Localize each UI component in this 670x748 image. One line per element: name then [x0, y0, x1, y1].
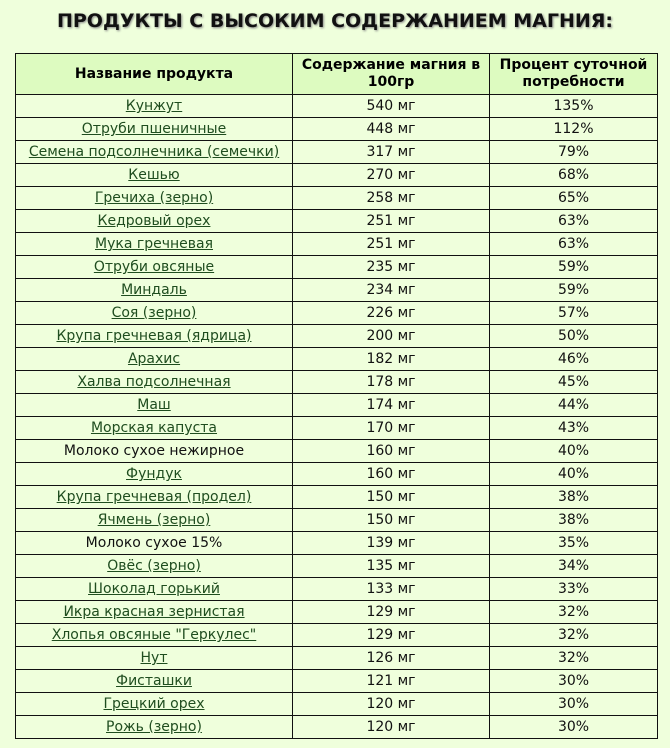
- product-link[interactable]: Семена подсолнечника (семечки): [28, 144, 280, 160]
- table-row: [16, 302, 658, 325]
- product-name-cell: [16, 141, 293, 164]
- table-row: [16, 555, 658, 578]
- product-link[interactable]: Кедровый орех: [97, 213, 211, 229]
- magnesium-cell: 121 мг: [293, 670, 490, 693]
- product-name-cell: [16, 348, 293, 371]
- product-name-cell: [16, 233, 293, 256]
- daily-percent-cell: 40%: [490, 463, 658, 486]
- product-link[interactable]: Фисташки: [116, 673, 192, 689]
- magnesium-cell: 139 мг: [293, 532, 490, 555]
- daily-percent-cell: 30%: [490, 716, 658, 739]
- magnesium-cell: 120 мг: [293, 716, 490, 739]
- daily-percent-cell: 32%: [490, 624, 658, 647]
- product-name-cell: [16, 279, 293, 302]
- daily-percent-cell: 59%: [490, 279, 658, 302]
- product-link[interactable]: Миндаль: [121, 282, 187, 298]
- product-link[interactable]: Кешью: [128, 167, 180, 183]
- table-row: [16, 647, 658, 670]
- page-title: ПРОДУКТЫ С ВЫСОКИМ СОДЕРЖАНИЕМ МАГНИЯ:: [56, 10, 614, 32]
- magnesium-cell: 448 мг: [293, 118, 490, 141]
- product-link[interactable]: Маш: [137, 397, 171, 413]
- table-row: [16, 716, 658, 739]
- product-name-cell: [16, 302, 293, 325]
- magnesium-cell: 540 мг: [293, 95, 490, 118]
- product-name-cell: [16, 601, 293, 624]
- table-row: [16, 601, 658, 624]
- product-link[interactable]: Крупа гречневая (ядрица): [56, 328, 252, 344]
- magnesium-cell: 133 мг: [293, 578, 490, 601]
- magnesium-cell: 200 мг: [293, 325, 490, 348]
- product-name-cell: [16, 693, 293, 716]
- header-magnesium-content: Содержание магния в 100гр: [293, 54, 490, 95]
- table-row: [16, 509, 658, 532]
- table-row: [16, 624, 658, 647]
- product-link[interactable]: Арахис: [127, 351, 181, 367]
- product-name-cell: [16, 440, 293, 463]
- product-name-cell: [16, 532, 293, 555]
- daily-percent-cell: 35%: [490, 532, 658, 555]
- product-name-cell: [16, 578, 293, 601]
- daily-percent-cell: 30%: [490, 670, 658, 693]
- product-name-cell: [16, 417, 293, 440]
- product-name-cell: [16, 463, 293, 486]
- daily-percent-cell: 46%: [490, 348, 658, 371]
- header-daily-percent: Процент суточной потребности: [490, 54, 658, 95]
- product-link[interactable]: Мука гречневая: [95, 236, 213, 252]
- magnesium-cell: 182 мг: [293, 348, 490, 371]
- magnesium-cell: 234 мг: [293, 279, 490, 302]
- product-link[interactable]: Грецкий орех: [103, 696, 205, 712]
- table-row: [16, 670, 658, 693]
- table-row: [16, 210, 658, 233]
- product-name-cell: [16, 555, 293, 578]
- table-row: [16, 578, 658, 601]
- product-link[interactable]: Фундук: [126, 466, 182, 482]
- magnesium-cell: 126 мг: [293, 647, 490, 670]
- table-row: [16, 486, 658, 509]
- daily-percent-cell: 65%: [490, 187, 658, 210]
- magnesium-cell: 226 мг: [293, 302, 490, 325]
- table-row: [16, 233, 658, 256]
- product-name-cell: [16, 164, 293, 187]
- table-row: [16, 463, 658, 486]
- product-link[interactable]: Овёс (зерно): [107, 558, 201, 574]
- table-row: [16, 95, 658, 118]
- product-name-cell: [16, 486, 293, 509]
- product-name-cell: [16, 95, 293, 118]
- magnesium-cell: 160 мг: [293, 440, 490, 463]
- product-link[interactable]: Ячмень (зерно): [97, 512, 211, 528]
- magnesium-cell: 251 мг: [293, 210, 490, 233]
- table-row: [16, 187, 658, 210]
- table-row: [16, 394, 658, 417]
- product-link[interactable]: Крупа гречневая (продел): [56, 489, 252, 505]
- table-row: [16, 118, 658, 141]
- daily-percent-cell: 112%: [490, 118, 658, 141]
- magnesium-cell: 258 мг: [293, 187, 490, 210]
- daily-percent-cell: 32%: [490, 647, 658, 670]
- magnesium-cell: 178 мг: [293, 371, 490, 394]
- product-link[interactable]: Морская капуста: [90, 420, 218, 436]
- table-row: [16, 532, 658, 555]
- product-name-cell: [16, 256, 293, 279]
- daily-percent-cell: 33%: [490, 578, 658, 601]
- magnesium-cell: 129 мг: [293, 624, 490, 647]
- product-name-cell: [16, 394, 293, 417]
- product-name-cell: [16, 647, 293, 670]
- product-link[interactable]: Икра красная зернистая: [63, 604, 245, 620]
- table-row: [16, 693, 658, 716]
- product-name-cell: [16, 624, 293, 647]
- table-row: [16, 371, 658, 394]
- table-row: [16, 348, 658, 371]
- product-link[interactable]: Отруби овсяные: [93, 259, 215, 275]
- table-row: [16, 440, 658, 463]
- magnesium-cell: 235 мг: [293, 256, 490, 279]
- product-name-cell: [16, 325, 293, 348]
- product-link[interactable]: Нут: [140, 650, 168, 666]
- daily-percent-cell: 68%: [490, 164, 658, 187]
- product-name: Молоко сухое 15%: [85, 535, 223, 551]
- magnesium-cell: 129 мг: [293, 601, 490, 624]
- daily-percent-cell: 38%: [490, 509, 658, 532]
- product-link[interactable]: Гречиха (зерно): [94, 190, 214, 206]
- table-row: [16, 325, 658, 348]
- daily-percent-cell: 34%: [490, 555, 658, 578]
- product-link[interactable]: Хлопья овсяные "Геркулес": [51, 627, 257, 643]
- table-row: [16, 417, 658, 440]
- product-name-cell: [16, 670, 293, 693]
- daily-percent-cell: 57%: [490, 302, 658, 325]
- magnesium-cell: 120 мг: [293, 693, 490, 716]
- product-link[interactable]: Рожь (зерно): [106, 719, 202, 735]
- product-link[interactable]: Халва подсолнечная: [77, 374, 231, 390]
- magnesium-cell: 135 мг: [293, 555, 490, 578]
- table-row: [16, 141, 658, 164]
- table-row: [16, 256, 658, 279]
- product-link[interactable]: Соя (зерно): [111, 305, 197, 321]
- table-row: [16, 164, 658, 187]
- table-header-row: [16, 54, 658, 95]
- product-name-cell: [16, 210, 293, 233]
- product-link[interactable]: Отруби пшеничные: [81, 121, 227, 137]
- daily-percent-cell: 135%: [490, 95, 658, 118]
- daily-percent-cell: 38%: [490, 486, 658, 509]
- daily-percent-cell: 59%: [490, 256, 658, 279]
- daily-percent-cell: 79%: [490, 141, 658, 164]
- magnesium-table: [15, 53, 658, 739]
- magnesium-cell: 160 мг: [293, 463, 490, 486]
- daily-percent-cell: 32%: [490, 601, 658, 624]
- daily-percent-cell: 45%: [490, 371, 658, 394]
- product-name: Молоко сухое нежирное: [63, 443, 245, 459]
- daily-percent-cell: 63%: [490, 233, 658, 256]
- magnesium-cell: 174 мг: [293, 394, 490, 417]
- product-name-cell: [16, 716, 293, 739]
- daily-percent-cell: 30%: [490, 693, 658, 716]
- magnesium-cell: 150 мг: [293, 486, 490, 509]
- daily-percent-cell: 50%: [490, 325, 658, 348]
- magnesium-cell: 170 мг: [293, 417, 490, 440]
- magnesium-cell: 270 мг: [293, 164, 490, 187]
- product-name-cell: [16, 118, 293, 141]
- product-name-cell: [16, 187, 293, 210]
- magnesium-cell: 150 мг: [293, 509, 490, 532]
- daily-percent-cell: 63%: [490, 210, 658, 233]
- magnesium-cell: 317 мг: [293, 141, 490, 164]
- daily-percent-cell: 40%: [490, 440, 658, 463]
- product-name-cell: [16, 371, 293, 394]
- product-link[interactable]: Кунжут: [125, 98, 183, 114]
- product-name-cell: [16, 509, 293, 532]
- product-link[interactable]: Шоколад горький: [88, 581, 220, 597]
- daily-percent-cell: 44%: [490, 394, 658, 417]
- table-row: [16, 279, 658, 302]
- daily-percent-cell: 43%: [490, 417, 658, 440]
- magnesium-cell: 251 мг: [293, 233, 490, 256]
- header-product-name: Название продукта: [16, 54, 293, 95]
